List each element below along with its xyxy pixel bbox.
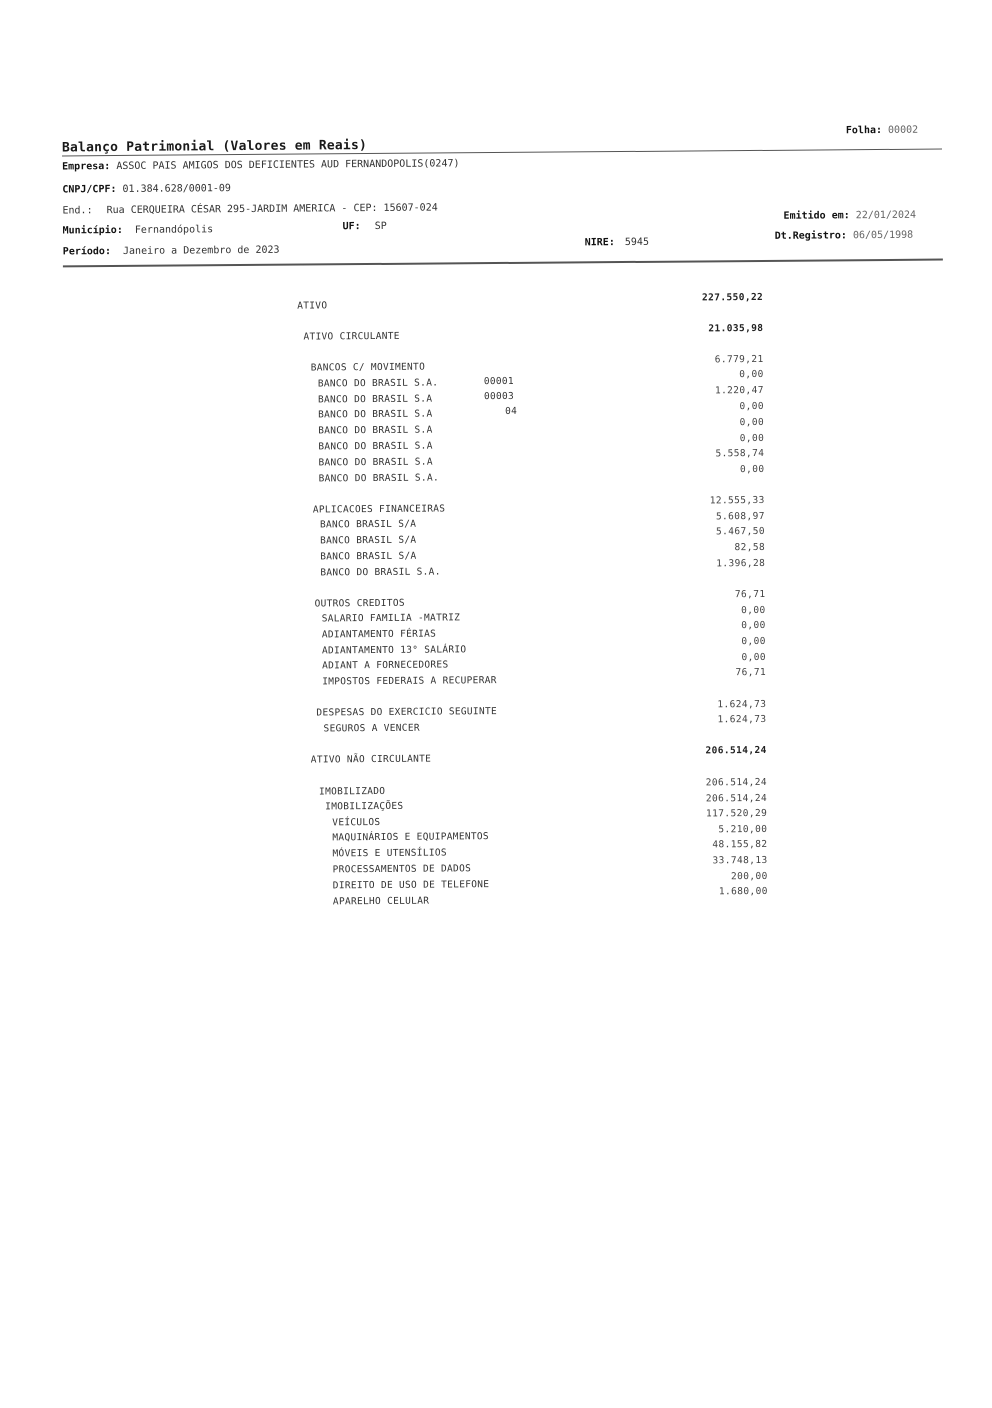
municipio-field (63, 224, 214, 236)
outros-label: OUTROS CREDITOS (314, 597, 405, 610)
folha-value: 00002 (887, 124, 919, 136)
bancos-label: BANCOS C/ MOVIMENTO (310, 361, 426, 374)
bancos-item-value: 0,00 (739, 432, 765, 445)
uf-value: SP (374, 220, 387, 232)
imobilizacoes-item-label: MÓVEIS E UTENSÍLIOS (332, 847, 447, 860)
imobilizacoes-item-value: 1.680,00 (718, 885, 768, 898)
imobilizacoes-label: IMOBILIZAÇÕES (325, 800, 404, 813)
outros-item-label: ADIANTAMENTO 13° SALÁRIO (321, 644, 467, 657)
bancos-item-value: 0,00 (739, 400, 765, 413)
cnpj-value: 01.384.628/0001-09 (122, 183, 231, 195)
bancos-item-value: 0,00 (739, 368, 764, 381)
imobilizacoes-item-value: 33.748,13 (712, 854, 768, 867)
empresa-label: Empresa: (62, 161, 111, 173)
aplicacoes-item-label: BANCO BRASIL S/A (320, 550, 417, 563)
imobilizacoes-item-label: DIREITO DE USO DE TELEFONE (332, 879, 490, 892)
imobilizacoes-item-value: 48.155,82 (712, 838, 768, 851)
document-title: Balanço Patrimonial (Valores em Reais) (61, 138, 368, 156)
ativo-label: ATIVO (297, 300, 328, 312)
nao-circulante-label: ATIVO NÃO CIRCULANTE (310, 753, 432, 766)
cnpj-field (62, 183, 231, 195)
municipio-value: Fernandópolis (134, 224, 214, 236)
aplicacoes-item-label: BANCO BRASIL S/A (320, 534, 417, 547)
uf-label: UF: (342, 221, 361, 233)
despesas-label: DESPESAS DO EXERCICIO SEGUINTE (316, 706, 498, 719)
bancos-item-label: BANCO DO BRASIL S.A. (317, 377, 439, 390)
aplicacoes-item-value: 5.467,50 (715, 525, 766, 538)
periodo-value: Janeiro a Dezembro de 2023 (122, 244, 280, 257)
bancos-item-value: 0,00 (739, 463, 765, 476)
despesas-item-label: SEGUROS A VENCER (323, 722, 420, 735)
bancos-item-label: BANCO DO BRASIL S.A (318, 440, 433, 453)
bancos-item-code: 00003 (483, 390, 515, 403)
municipio-label: Município: (62, 224, 123, 237)
imobilizacoes-total: 206.514,24 (705, 792, 768, 805)
outros-item-value: 0,00 (741, 619, 766, 632)
outros-total: 76,71 (734, 588, 766, 601)
bancos-item-value: 1.220,47 (714, 384, 764, 397)
imobilizacoes-item-label: APARELHO CELULAR (332, 895, 430, 908)
bancos-item-label: BANCO DO BRASIL S.A (318, 408, 433, 421)
bancos-item-label: BANCO DO BRASIL S.A (318, 456, 433, 469)
outros-item-value: 0,00 (741, 604, 766, 617)
outros-item-value: 0,00 (741, 651, 767, 664)
bancos-item-label: BANCO DO BRASIL S.A. (318, 472, 440, 485)
registro-field (775, 230, 914, 242)
aplicacoes-item-value: 5.608,97 (715, 510, 765, 523)
imobilizacoes-item-label: PROCESSAMENTOS DE DADOS (332, 863, 472, 876)
imobilizado-label: IMOBILIZADO (318, 785, 386, 798)
aplicacoes-total: 12.555,33 (709, 494, 765, 507)
bancos-item-value: 0,00 (739, 416, 765, 429)
circulante-label: ATIVO CIRCULANTE (303, 330, 400, 343)
endereco-field (62, 202, 437, 216)
imobilizacoes-item-label: MAQUINÁRIOS E EQUIPAMENTOS (332, 831, 489, 844)
aplicacoes-label: APLICACOES FINANCEIRAS (312, 503, 446, 516)
endereco-value: Rua CERQUEIRA CÉSAR 295-JARDIM AMERICA - CEP: 15607-024 (106, 202, 438, 217)
registro-value: 06/05/1998 (852, 229, 914, 242)
outros-item-label: IMPOSTOS FEDERAIS A RECUPERAR (322, 675, 497, 688)
nao-circulante-total: 206.514,24 (705, 744, 767, 757)
aplicacoes-item-label: BANCO BRASIL S/A (319, 518, 417, 531)
emitido-field (783, 210, 916, 222)
bancos-item-code: 04 (505, 405, 518, 417)
bancos-total: 6.779,21 (714, 353, 764, 366)
imobilizado-total: 206.514,24 (705, 776, 768, 789)
despesas-item-value: 1.624,73 (717, 713, 767, 726)
folha-label: Folha: (845, 124, 883, 137)
imobilizacoes-item-label: VEÍCULOS (332, 816, 381, 829)
circulante-total: 21.035,98 (708, 322, 764, 335)
emitido-value: 22/01/2024 (855, 209, 917, 222)
bancos-item-label: BANCO DO BRASIL S.A (318, 424, 433, 437)
nire-value: 5945 (624, 236, 650, 249)
outros-item-value: 0,00 (741, 635, 766, 648)
despesas-total: 1.624,73 (717, 698, 767, 711)
registro-label: Dt.Registro: (774, 230, 847, 242)
bancos-item-label: BANCO DO BRASIL S.A (317, 393, 433, 406)
periodo-label: Período: (62, 246, 112, 258)
empresa-value: ASSOC PAIS AMIGOS DOS DEFICIENTES AUD FERNANDOPOLIS(0247) (116, 158, 460, 173)
outros-item-label: SALARIO FAMILIA -MATRIZ (321, 612, 461, 625)
header-bottom-rule (63, 259, 943, 268)
aplicacoes-item-value: 82,58 (734, 541, 766, 554)
outros-item-label: ADIANTAMENTO FÉRIAS (321, 628, 437, 641)
imobilizacoes-item-value: 117.520,29 (705, 807, 768, 820)
imobilizacoes-item-value: 200,00 (730, 870, 768, 883)
folha-field (846, 125, 918, 137)
outros-item-value: 76,71 (735, 666, 767, 679)
aplicacoes-item-value: 1.396,28 (716, 557, 766, 570)
nire-label: NIRE: (584, 237, 615, 249)
aplicacoes-item-label: BANCO DO BRASIL S.A. (320, 566, 441, 579)
emitido-label: Emitido em: (783, 210, 850, 222)
uf-field (343, 221, 387, 232)
bancos-item-value: 5.558,74 (715, 447, 765, 460)
ativo-total: 227.550,22 (701, 291, 764, 304)
bancos-item-code: 00001 (483, 375, 514, 388)
cnpj-label: CNPJ/CPF: (62, 184, 117, 196)
imobilizacoes-item-value: 5.210,00 (718, 823, 768, 836)
endereco-label: End.: (62, 205, 93, 217)
periodo-field (63, 245, 280, 258)
nire-field (585, 237, 649, 249)
outros-item-label: ADIANT A FORNECEDORES (322, 659, 449, 672)
empresa-field (62, 158, 459, 172)
